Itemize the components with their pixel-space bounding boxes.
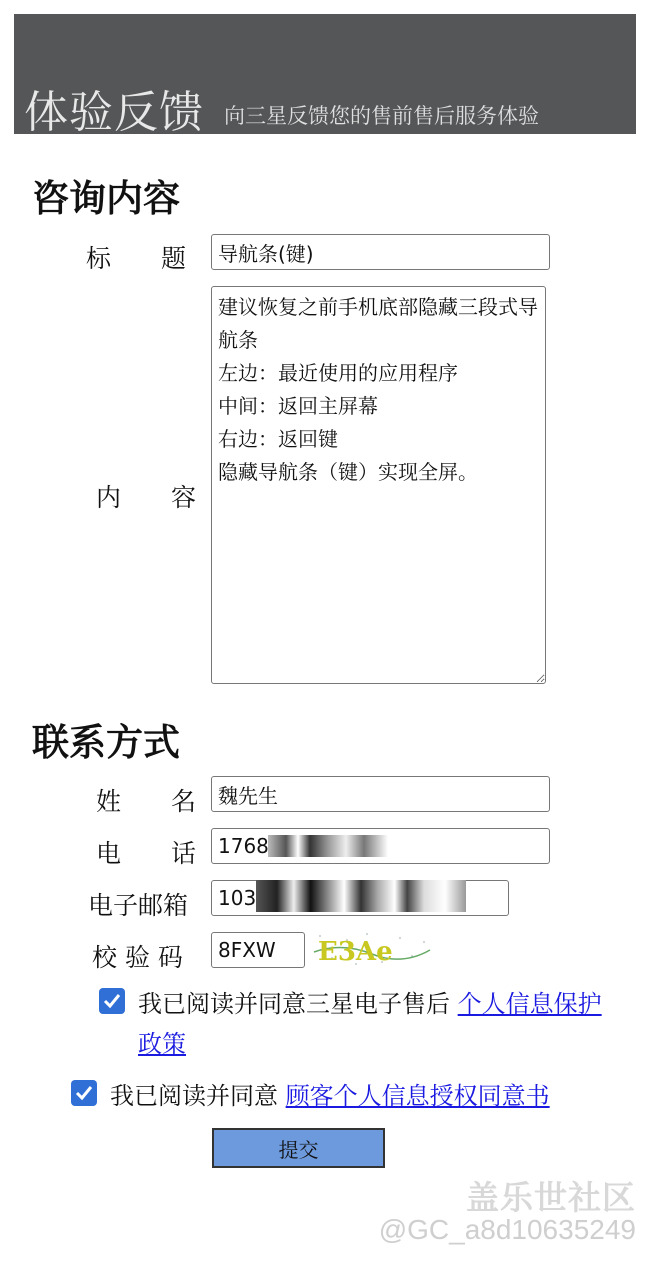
phone-label: 电 话: [96, 839, 197, 868]
contact-section-title: 联系方式: [32, 721, 180, 764]
phone-redaction: [268, 835, 388, 857]
title-label: 标 题: [86, 244, 187, 273]
title-input[interactable]: [211, 234, 550, 270]
agree-policy-label: 我已阅读并同意三星电子售后: [138, 990, 458, 1018]
captcha-text: E3Ae: [318, 937, 393, 967]
agree-consent-label: 我已阅读并同意: [110, 1082, 286, 1110]
content-label: 内 容: [96, 483, 197, 512]
email-redaction: [256, 880, 466, 912]
community-watermark: 盖乐世社区: [466, 1178, 636, 1217]
banner-subtitle: 向三星反馈您的售前售后服务体验: [224, 104, 539, 128]
content-textarea[interactable]: [211, 286, 546, 684]
captcha-label: 校 验 码: [92, 943, 183, 972]
checkmark-icon: [102, 991, 122, 1011]
privacy-policy-link[interactable]: 个人信息保护政策: [138, 990, 602, 1058]
header-banner: [14, 14, 636, 138]
agree-consent-checkbox[interactable]: [71, 1080, 97, 1106]
name-label: 姓 名: [96, 787, 197, 816]
captcha-image[interactable]: [312, 928, 432, 970]
agree-policy-text: [138, 984, 618, 1064]
submit-button[interactable]: 提交: [212, 1128, 385, 1168]
inquiry-section-title: 咨询内容: [32, 177, 180, 220]
user-watermark: @GC_a8d10635249: [378, 1214, 636, 1245]
consent-form-link[interactable]: 顾客个人信息授权同意书: [285, 1082, 550, 1110]
captcha-input[interactable]: [211, 932, 305, 968]
name-input[interactable]: [211, 776, 550, 812]
email-label: 电子邮箱: [88, 891, 189, 920]
agree-consent-text: [110, 1076, 610, 1116]
checkmark-icon: [74, 1083, 94, 1103]
agree-policy-checkbox[interactable]: [99, 988, 125, 1014]
banner-title: 体验反馈: [24, 87, 204, 138]
